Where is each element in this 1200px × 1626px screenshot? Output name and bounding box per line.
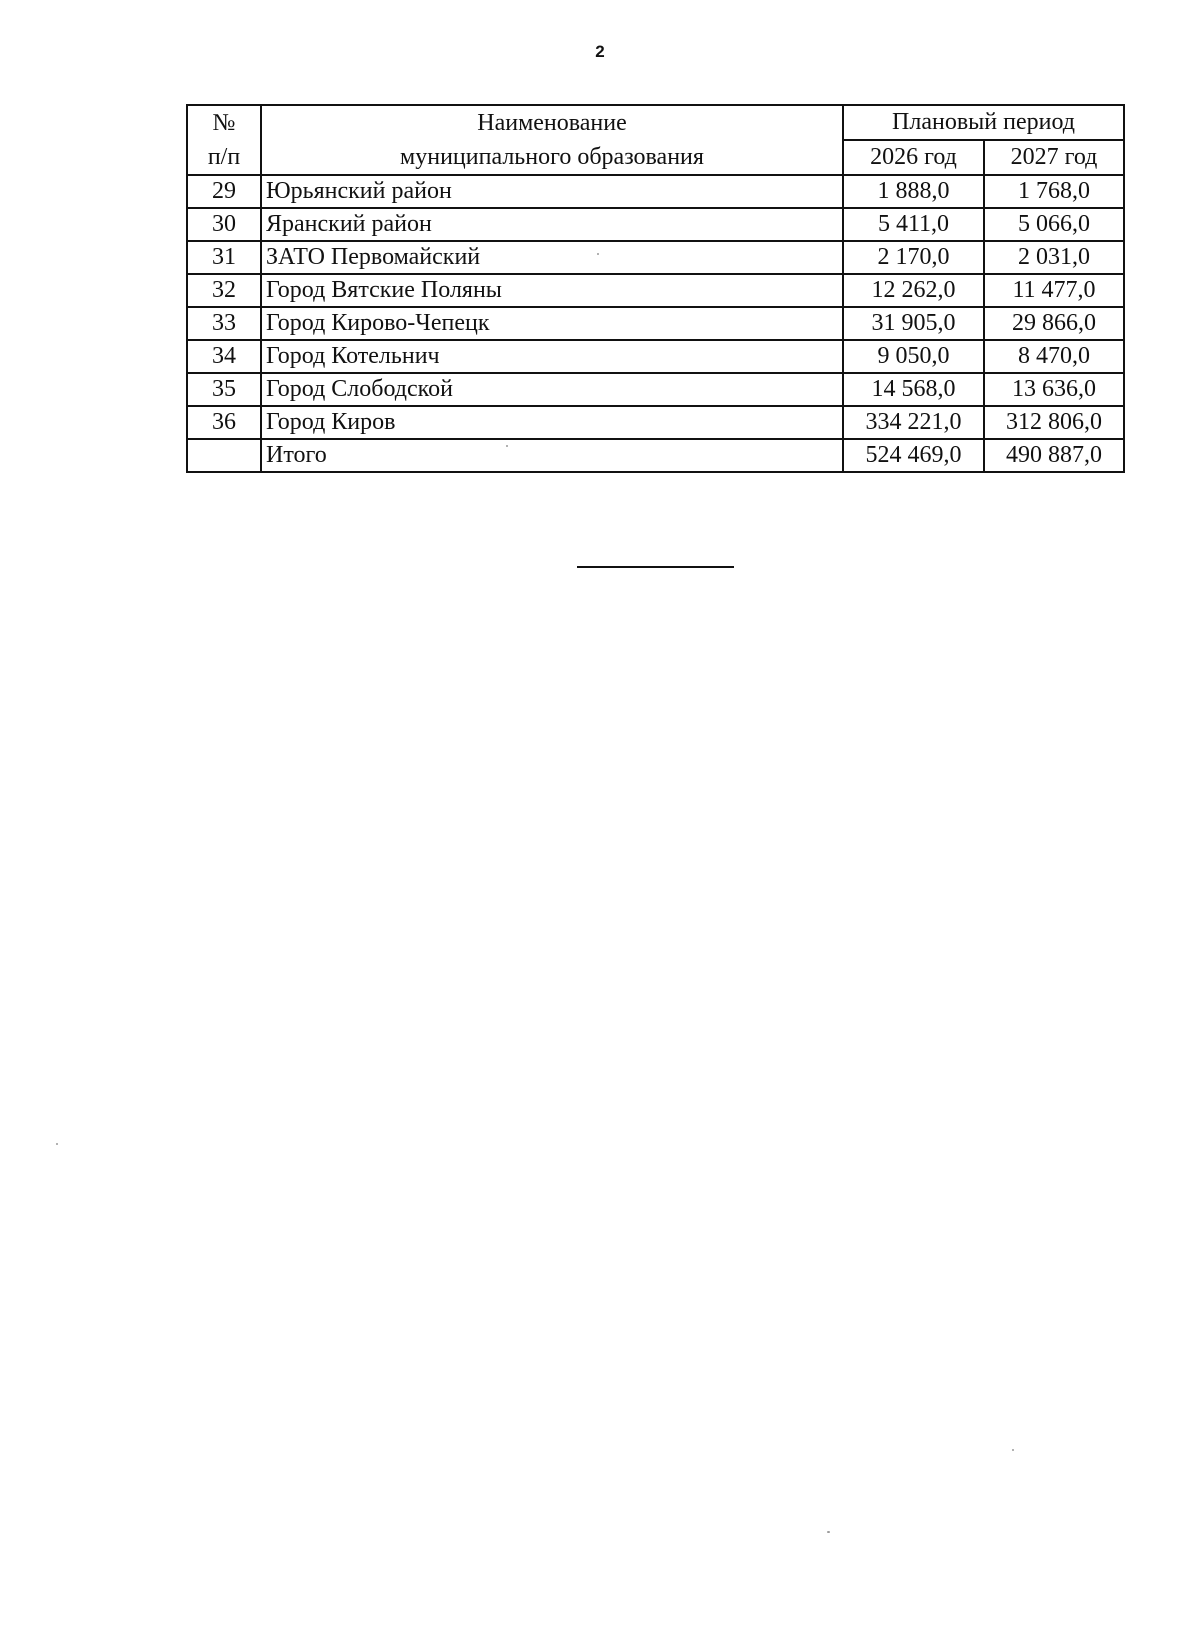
scan-speck [56,1143,58,1145]
row-value-2027: 312 806,0 [984,406,1124,439]
row-municipality: ЗАТО Первомайский [261,241,843,274]
row-value-2026: 334 221,0 [843,406,984,439]
row-value-2026: 14 568,0 [843,373,984,406]
row-value-2026: 2 170,0 [843,241,984,274]
row-value-2027: 1 768,0 [984,175,1124,208]
row-value-2027: 29 866,0 [984,307,1124,340]
total-value-2026: 524 469,0 [843,439,984,472]
row-number: 31 [187,241,261,274]
table-row [187,307,1124,340]
table-header-row-top [187,105,1124,140]
table-row [187,340,1124,373]
header-number-symbol: № [212,110,236,136]
row-municipality: Яранский район [261,208,843,241]
row-value-2027: 13 636,0 [984,373,1124,406]
page-number: 2 [595,42,605,61]
row-municipality: Город Кирово-Чепецк [261,307,843,340]
row-number: 34 [187,340,261,373]
row-value-2026: 9 050,0 [843,340,984,373]
row-value-2027: 11 477,0 [984,274,1124,307]
scan-speck [1012,1449,1014,1451]
end-of-document-rule [577,566,734,568]
row-number: 33 [187,307,261,340]
row-number: 32 [187,274,261,307]
row-value-2027: 8 470,0 [984,340,1124,373]
header-number-cell [187,105,261,175]
scan-speck [506,445,508,447]
scan-speck [597,253,599,255]
header-year-2026: 2026 год [843,140,984,175]
row-number: 36 [187,406,261,439]
total-number [187,439,261,472]
row-municipality: Город Котельнич [261,340,843,373]
table-row [187,175,1124,208]
row-number: 30 [187,208,261,241]
row-value-2026: 5 411,0 [843,208,984,241]
total-label: Итого [261,439,843,472]
table-row [187,208,1124,241]
table-row [187,406,1124,439]
row-number: 35 [187,373,261,406]
table-row [187,241,1124,274]
table-row [187,274,1124,307]
header-name-line1: Наименование [477,110,627,136]
table-row [187,373,1124,406]
row-value-2026: 31 905,0 [843,307,984,340]
header-name-line2: муниципального образования [400,144,704,170]
row-value-2027: 5 066,0 [984,208,1124,241]
header-number-abbrev: п/п [207,144,241,170]
header-planning-period: Плановый период [843,105,1124,140]
header-year-2027: 2027 год [984,140,1124,175]
row-value-2026: 12 262,0 [843,274,984,307]
allocation-table [186,104,1125,473]
row-value-2026: 1 888,0 [843,175,984,208]
row-municipality: Город Вятские Поляны [261,274,843,307]
row-municipality: Юрьянский район [261,175,843,208]
row-value-2027: 2 031,0 [984,241,1124,274]
row-number: 29 [187,175,261,208]
table-total-row [187,439,1124,472]
header-name-cell [261,105,843,175]
scan-speck [827,1531,830,1533]
row-municipality: Город Киров [261,406,843,439]
row-municipality: Город Слободской [261,373,843,406]
total-value-2027: 490 887,0 [984,439,1124,472]
